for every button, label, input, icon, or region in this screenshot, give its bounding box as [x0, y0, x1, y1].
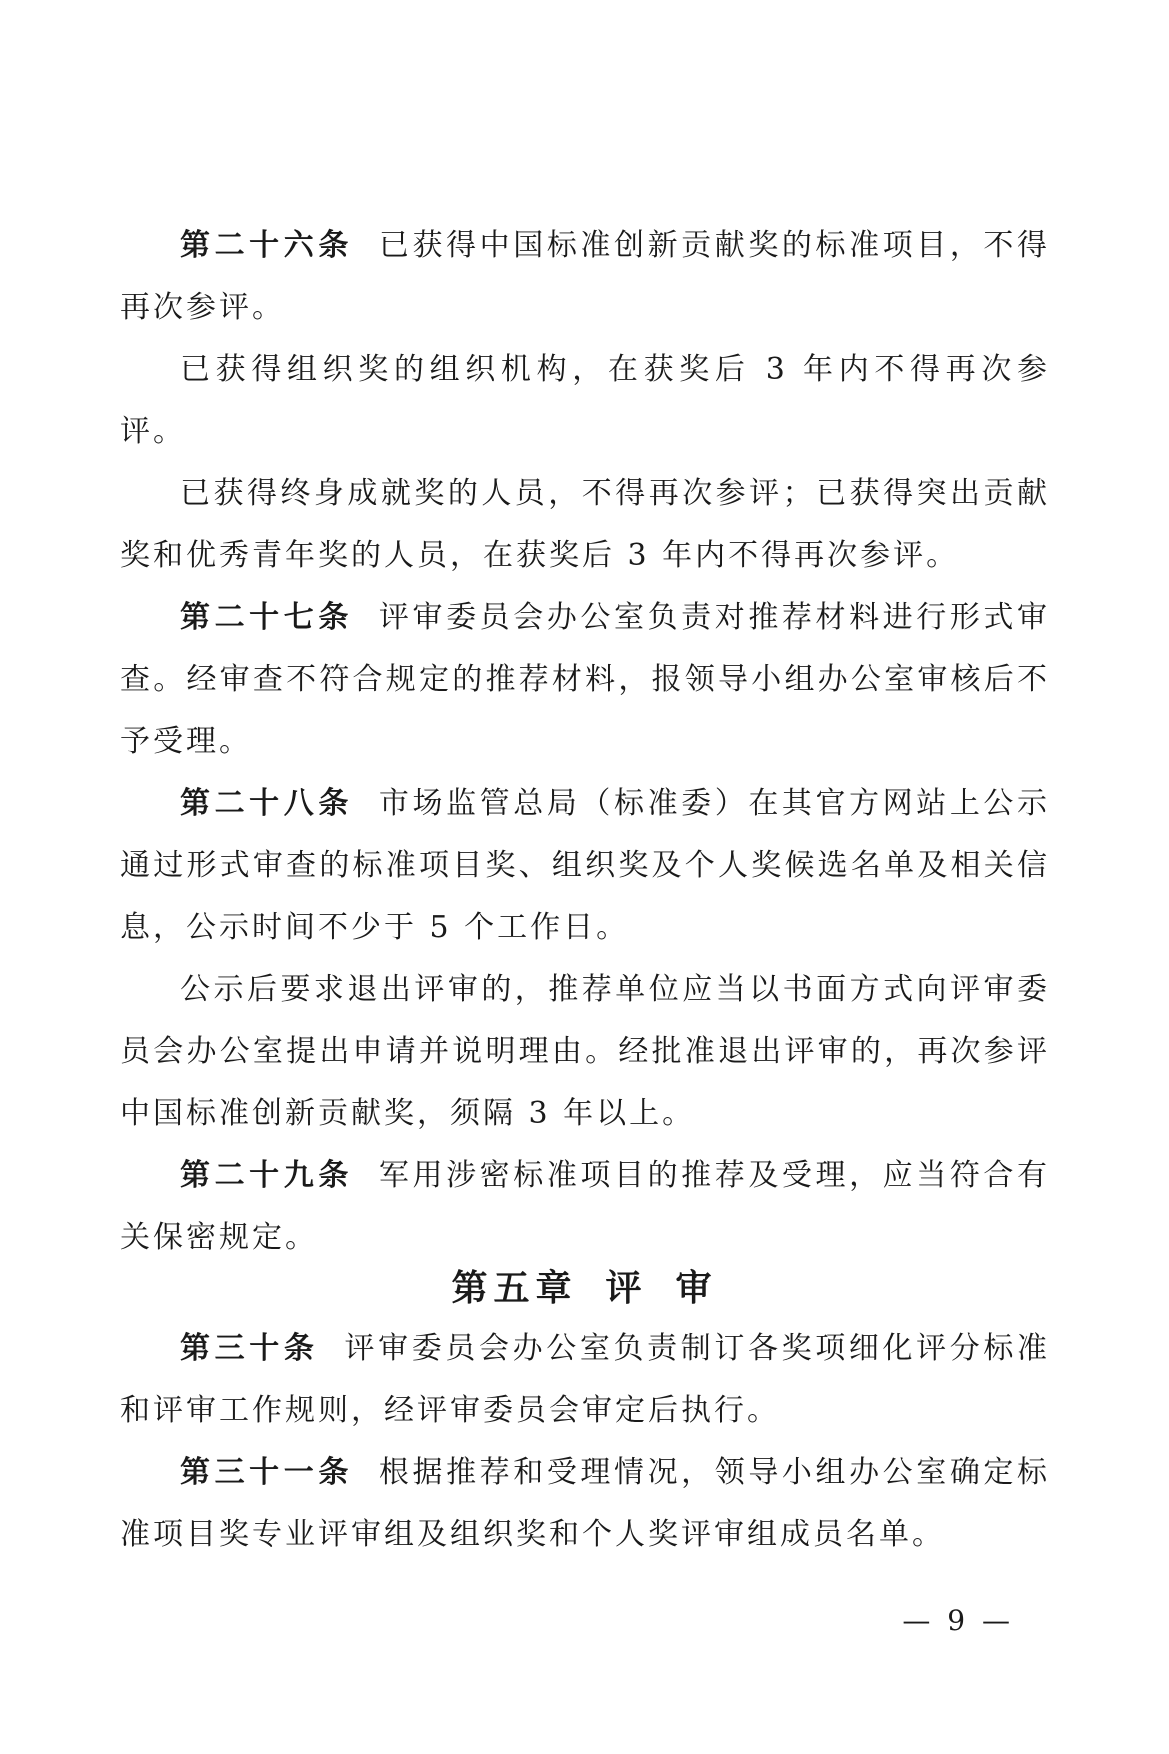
paragraph-text: 已获得终身成就奖的人员，不得再次参评；已获得突出贡献奖和优秀青年奖的人员，在获奖后 3 年内不得再次参评。	[120, 476, 1050, 573]
chapter-title-char-1: 评	[605, 1268, 648, 1309]
article-number: 第二十七条	[180, 600, 353, 635]
chapter-heading	[0, 1260, 1169, 1311]
paragraph-article-30	[120, 1318, 1050, 1442]
paragraph-article-29	[120, 1145, 1050, 1269]
article-number: 第三十一条	[180, 1455, 353, 1490]
body-text-section-1	[120, 215, 1050, 1269]
paragraph-article-31	[120, 1442, 1050, 1566]
paragraph-text: 公示后要求退出评审的，推荐单位应当以书面方式向评审委员会办公室提出申请并说明理由。经批准退出评审的，再次参评中国标准创新贡献奖，须隔 3 年以上。	[120, 972, 1050, 1131]
paragraph-text: 根据推荐和受理情况，领导小组办公室确定标准项目奖专业评审组及组织奖和个人奖评审组成员名单。	[120, 1455, 1051, 1552]
paragraph-article-26	[120, 215, 1050, 339]
paragraph-withdrawal-rule	[120, 959, 1050, 1145]
paragraph-text: 评审委员会办公室负责对推荐材料进行形式审查。经审查不符合规定的推荐材料，报领导小组办公室审核后不予受理。	[120, 600, 1051, 759]
article-number: 第三十条	[180, 1331, 319, 1366]
paragraph-organization-award-rule	[120, 339, 1050, 463]
paragraph-text: 已获得组织奖的组织机构，在获奖后 3 年内不得再次参评。	[120, 352, 1050, 449]
chapter-number: 第五章	[451, 1268, 578, 1309]
paragraph-article-27	[120, 587, 1050, 773]
page-number: — 9 —	[902, 1604, 1014, 1637]
paragraph-individual-award-rule	[120, 463, 1050, 587]
article-number: 第二十六条	[180, 228, 353, 263]
article-number: 第二十九条	[180, 1158, 353, 1193]
paragraph-article-28	[120, 773, 1050, 959]
paragraph-text: 市场监管总局（标准委）在其官方网站上公示通过形式审查的标准项目奖、组织奖及个人奖候选名单及相关信息，公示时间不少于 5 个工作日。	[120, 786, 1051, 945]
paragraph-text: 评审委员会办公室负责制订各奖项细化评分标准和评审工作规则，经评审委员会审定后执行。	[120, 1331, 1050, 1428]
chapter-title-char-2: 审	[675, 1268, 718, 1309]
article-number: 第二十八条	[180, 786, 353, 821]
paragraph-text: 已获得中国标准创新贡献奖的标准项目，不得再次参评。	[120, 228, 1051, 325]
paragraph-text: 军用涉密标准项目的推荐及受理，应当符合有关保密规定。	[120, 1158, 1051, 1255]
body-text-section-2	[120, 1318, 1050, 1566]
